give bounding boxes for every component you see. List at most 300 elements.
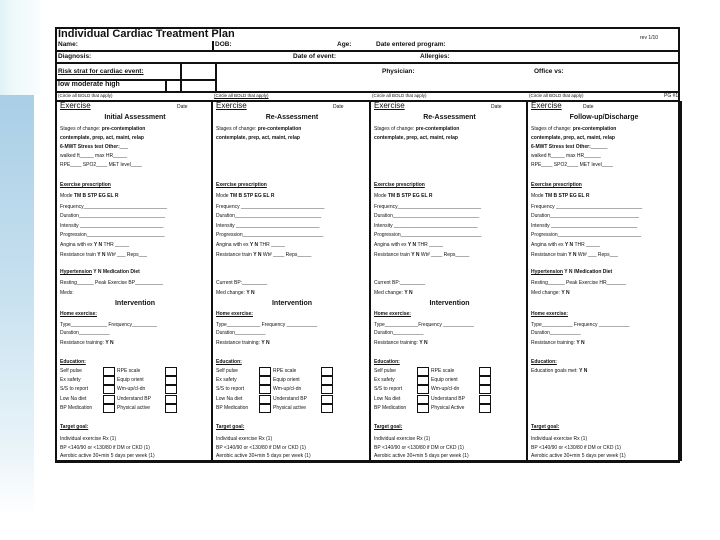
form-text: Hypertension bbox=[531, 269, 563, 275]
form-line[interactable] bbox=[216, 135, 300, 142]
column-4 bbox=[526, 101, 682, 461]
form-line[interactable] bbox=[531, 162, 613, 169]
date-field[interactable]: Date bbox=[583, 104, 594, 110]
exercise-heading: Exercise bbox=[216, 101, 247, 110]
form-text: Resistance training: bbox=[216, 340, 262, 346]
education-item: Self pulse bbox=[374, 368, 396, 374]
education-item: Equip orient bbox=[117, 377, 144, 383]
education-item: Self pulse bbox=[60, 368, 82, 374]
slide-background-accent bbox=[0, 95, 34, 515]
education-checkbox[interactable] bbox=[321, 376, 333, 385]
form-line[interactable] bbox=[216, 330, 266, 337]
form-line[interactable] bbox=[531, 135, 615, 142]
form-line[interactable] bbox=[216, 223, 319, 230]
form-text: contemplate, prep, act, maint, relap bbox=[374, 135, 458, 141]
form-text: Frequency ______________________________ bbox=[216, 204, 325, 210]
office-vs-field[interactable]: Office vs: bbox=[534, 68, 564, 75]
education-checkbox[interactable] bbox=[479, 404, 491, 413]
form-text: Duration________________________________ bbox=[531, 213, 639, 219]
form-text: Home exercise: bbox=[216, 311, 253, 317]
diagnosis-field[interactable]: Diagnosis: bbox=[58, 53, 92, 60]
education-item: Ex safety bbox=[374, 377, 395, 383]
form-line[interactable] bbox=[60, 357, 86, 366]
education-checkbox[interactable] bbox=[479, 367, 491, 376]
form-text: Y N bbox=[579, 368, 588, 374]
form-text: Aerobic active 30+min 5 days per week (1) bbox=[216, 453, 311, 459]
education-checkbox[interactable] bbox=[103, 376, 115, 385]
revision-label: rev 1/10 bbox=[640, 35, 659, 41]
divider bbox=[55, 91, 678, 93]
form-text: Mode bbox=[216, 193, 230, 199]
education-item: Ex safety bbox=[60, 377, 81, 383]
divider bbox=[215, 62, 217, 92]
form-line[interactable] bbox=[216, 453, 311, 460]
form-line[interactable] bbox=[374, 445, 464, 452]
form-text: Y N bbox=[249, 242, 259, 248]
education-checkbox[interactable] bbox=[165, 376, 177, 385]
form-text: walked ft_____ max HR_____ bbox=[60, 153, 127, 159]
form-text: pre-contemplation bbox=[257, 126, 302, 132]
form-text: Progression_____________________________ bbox=[374, 232, 482, 238]
form-line[interactable] bbox=[60, 126, 145, 133]
form-line[interactable] bbox=[216, 445, 306, 452]
form-text: Stages of change: bbox=[531, 126, 573, 132]
form-line[interactable] bbox=[528, 114, 680, 122]
form-line[interactable] bbox=[374, 213, 479, 220]
form-text: Duration___________ bbox=[216, 330, 266, 336]
form-line[interactable] bbox=[531, 424, 559, 431]
form-text: Y N bbox=[407, 242, 417, 248]
form-text: Current BP:_________ bbox=[374, 280, 426, 286]
form-text: Education: bbox=[60, 359, 86, 365]
form-text: Med change: bbox=[374, 290, 405, 296]
form-line[interactable] bbox=[531, 182, 582, 189]
form-text: Y N bbox=[404, 290, 413, 296]
form-text: BP <140/90 or <130/80 if DM or CKD (1) bbox=[216, 445, 306, 451]
column-2 bbox=[211, 101, 371, 461]
form-text: Type____________Frequency ___________ bbox=[374, 322, 474, 328]
divider bbox=[55, 50, 678, 52]
form-line[interactable] bbox=[531, 280, 626, 287]
form-text: Education: bbox=[216, 359, 242, 365]
form-line[interactable] bbox=[60, 232, 165, 239]
education-item: BP Medication bbox=[374, 405, 407, 411]
form-line[interactable] bbox=[216, 290, 255, 297]
form-line[interactable] bbox=[531, 453, 626, 460]
form-line[interactable] bbox=[374, 311, 411, 318]
form-text: Mode bbox=[60, 193, 74, 199]
column-1 bbox=[55, 101, 213, 461]
form-text: Re-Assessment bbox=[423, 114, 476, 121]
form-text: Resting______ Peak Exercise BP__________ bbox=[60, 280, 163, 286]
form-text: RPE____ SPO2____ MET level____ bbox=[60, 162, 142, 168]
form-line[interactable] bbox=[374, 436, 430, 443]
education-checkbox[interactable] bbox=[417, 367, 429, 376]
form-text: Follow-up/Discharge bbox=[569, 114, 639, 121]
form-line[interactable] bbox=[216, 311, 253, 318]
form-line[interactable] bbox=[531, 340, 585, 347]
age-field[interactable]: Age: bbox=[337, 41, 352, 48]
dob-field[interactable]: DOB: bbox=[215, 41, 232, 48]
circle-note-3: (Circle all BOLD that apply) bbox=[372, 93, 427, 98]
form-line[interactable] bbox=[60, 453, 155, 460]
form-text: Angina with ex bbox=[216, 242, 250, 248]
form-line[interactable] bbox=[60, 330, 110, 337]
form-line[interactable] bbox=[216, 436, 272, 443]
education-item: Equip orient bbox=[273, 377, 300, 383]
form-line[interactable] bbox=[531, 204, 642, 211]
form-text: Target goal: bbox=[531, 424, 560, 430]
form-text: Wt# ____ Reps_____ bbox=[261, 252, 312, 258]
form-line[interactable] bbox=[374, 232, 481, 239]
form-line[interactable] bbox=[531, 322, 629, 329]
form-line[interactable] bbox=[531, 223, 637, 230]
education-checkbox[interactable] bbox=[321, 367, 333, 376]
form-text: Y N bbox=[253, 252, 262, 258]
education-item: Self pulse bbox=[216, 368, 238, 374]
form-text: pre-contemplation bbox=[101, 126, 146, 132]
form-text: pre-contemplation bbox=[415, 126, 460, 132]
form-line[interactable] bbox=[374, 204, 481, 211]
education-checkbox[interactable] bbox=[479, 395, 491, 404]
form-line[interactable] bbox=[60, 311, 97, 318]
education-checkbox[interactable] bbox=[259, 367, 271, 376]
education-item: Understand BP bbox=[117, 396, 151, 402]
form-text: 6-MWT Stress test Other: bbox=[531, 144, 591, 150]
education-checkbox[interactable] bbox=[165, 395, 177, 404]
form-line[interactable] bbox=[371, 300, 528, 308]
form-line[interactable] bbox=[216, 252, 311, 259]
form-line[interactable] bbox=[216, 126, 301, 133]
form-line[interactable] bbox=[531, 144, 607, 151]
form-title: Individual Cardiac Treatment Plan bbox=[58, 28, 235, 40]
education-item: Wm-up/cl-dn bbox=[273, 386, 302, 392]
form-text: Meds: bbox=[60, 290, 74, 296]
form-line[interactable] bbox=[60, 322, 157, 329]
education-item: BP Medication bbox=[216, 405, 249, 411]
date-field[interactable]: Date bbox=[491, 104, 502, 110]
education-item: RPE scale bbox=[117, 368, 141, 374]
form-line[interactable] bbox=[531, 213, 639, 220]
form-line[interactable] bbox=[60, 242, 129, 249]
education-item: RPE scale bbox=[431, 368, 455, 374]
form-line[interactable] bbox=[374, 424, 402, 431]
form-line[interactable] bbox=[60, 193, 118, 200]
education-checkbox[interactable] bbox=[417, 385, 429, 394]
form-line[interactable] bbox=[374, 357, 400, 366]
form-text: Y N bbox=[261, 340, 270, 346]
form-text: Duration_______________________________ bbox=[216, 213, 322, 219]
form-text: Intensity ______________________________ bbox=[216, 223, 320, 229]
form-text: Home exercise: bbox=[531, 311, 568, 317]
date-of-event-field[interactable]: Date of event: bbox=[293, 53, 336, 60]
form-text: Target goal: bbox=[60, 424, 89, 430]
form-text: Target goal: bbox=[374, 424, 403, 430]
form-text: Angina with ex bbox=[531, 242, 565, 248]
form-line[interactable] bbox=[60, 144, 128, 151]
date-field[interactable]: Date bbox=[333, 104, 344, 110]
form-line[interactable] bbox=[60, 162, 142, 169]
form-line[interactable] bbox=[374, 223, 477, 230]
education-item: Understand BP bbox=[431, 396, 465, 402]
form-text: Duration___________ bbox=[374, 330, 424, 336]
form-line[interactable] bbox=[216, 232, 323, 239]
form-text: Exercise prescription bbox=[216, 182, 267, 188]
form-text: Education: bbox=[374, 359, 400, 365]
circle-note-1: (Circle all BOLD that apply) bbox=[58, 93, 113, 98]
form-line[interactable] bbox=[60, 213, 165, 220]
form-text: Med change: bbox=[216, 290, 247, 296]
form-line[interactable] bbox=[60, 135, 144, 142]
form-text: Initial Assessment bbox=[104, 114, 166, 121]
form-text: Intensity ______________________________ bbox=[374, 223, 478, 229]
education-checkbox[interactable] bbox=[165, 385, 177, 394]
education-item: Low Na diet bbox=[60, 396, 87, 402]
education-checkbox[interactable] bbox=[259, 376, 271, 385]
form-text: RPE____ SPO2____ MET level____ bbox=[531, 162, 613, 168]
education-checkbox[interactable] bbox=[103, 404, 115, 413]
form-text: Individual exercise Rx (1) bbox=[374, 436, 431, 442]
form-line[interactable] bbox=[374, 242, 443, 249]
form-text: BP <140/90 or <130/80 if DM or CKD (1) bbox=[374, 445, 464, 451]
form-line[interactable] bbox=[60, 269, 140, 276]
education-item: Physical active bbox=[273, 405, 307, 411]
risk-strat-label: Risk strat for cardiac event: bbox=[58, 68, 144, 75]
form-text: Frequency _______________________________ bbox=[531, 204, 643, 210]
form-line[interactable] bbox=[531, 290, 570, 297]
form-line[interactable] bbox=[216, 204, 324, 211]
form-text: Y N bbox=[97, 252, 106, 258]
form-text: Angina with ex bbox=[60, 242, 94, 248]
form-text: Duration_______________________________ bbox=[60, 213, 166, 219]
form-text: TM B STP EG EL R bbox=[387, 193, 433, 199]
form-line[interactable] bbox=[531, 252, 618, 259]
form-line[interactable] bbox=[531, 242, 600, 249]
form-text: Individual exercise Rx (1) bbox=[531, 436, 588, 442]
form-text: Resistance training: bbox=[374, 340, 420, 346]
form-text: BP <140/90 or <130/80 if DM or CKD (1) bbox=[60, 445, 150, 451]
form-text: Angina with ex bbox=[374, 242, 408, 248]
form-line[interactable] bbox=[60, 445, 150, 452]
form-text: Exercise prescription bbox=[60, 182, 111, 188]
form-line[interactable] bbox=[60, 223, 163, 230]
form-line[interactable] bbox=[60, 252, 147, 259]
form-text: Y N bbox=[564, 242, 574, 248]
education-checkbox[interactable] bbox=[321, 395, 333, 404]
form-text: Resting______ Peak Exercise HR_______ bbox=[531, 280, 627, 286]
form-text: Resistance train bbox=[216, 252, 254, 258]
form-line[interactable] bbox=[531, 445, 621, 452]
form-text: Y N bbox=[411, 252, 420, 258]
physician-field[interactable]: Physician: bbox=[382, 68, 415, 75]
risk-level-options[interactable]: low moderate high bbox=[58, 81, 120, 88]
form-text: contemplate, prep, act, maint, relap bbox=[60, 135, 144, 141]
form-text: ___ bbox=[119, 144, 129, 150]
form-text: Y N bbox=[419, 340, 428, 346]
form-line[interactable] bbox=[60, 436, 116, 443]
form-line[interactable] bbox=[60, 204, 167, 211]
form-line[interactable] bbox=[216, 340, 270, 347]
form-line[interactable] bbox=[60, 290, 74, 297]
form-text: THR _____ bbox=[258, 242, 286, 248]
education-item: Wm-up/cl-dn bbox=[431, 386, 460, 392]
form-text: THR _____ bbox=[416, 242, 444, 248]
education-checkbox[interactable] bbox=[259, 385, 271, 394]
form-line[interactable] bbox=[531, 368, 587, 375]
education-item: Low Na diet bbox=[374, 396, 401, 402]
form-text: Intensity _______________________________ bbox=[531, 223, 638, 229]
form-text: Resistance train bbox=[60, 252, 98, 258]
form-line[interactable] bbox=[216, 322, 317, 329]
education-checkbox[interactable] bbox=[103, 385, 115, 394]
form-text: Stages of change: bbox=[374, 126, 416, 132]
form-text: TM B STP EG EL R bbox=[544, 193, 590, 199]
form-text: Duration_______________________________ bbox=[374, 213, 480, 219]
form-text: Type_____________ Frequency_________ bbox=[60, 322, 158, 328]
form-line[interactable] bbox=[374, 252, 469, 259]
form-text: Duration___________ bbox=[60, 330, 110, 336]
form-line[interactable] bbox=[531, 126, 616, 133]
form-line[interactable] bbox=[57, 114, 213, 122]
education-checkbox[interactable] bbox=[165, 367, 177, 376]
form-text: Y N bbox=[561, 290, 570, 296]
education-checkbox[interactable] bbox=[479, 385, 491, 394]
form-line[interactable] bbox=[60, 340, 114, 347]
education-checkbox[interactable] bbox=[479, 376, 491, 385]
form-line[interactable] bbox=[531, 330, 581, 337]
form-line[interactable] bbox=[216, 213, 321, 220]
form-line[interactable] bbox=[60, 424, 88, 431]
form-line[interactable] bbox=[531, 193, 589, 200]
form-text: contemplate, prep, act, maint, relap bbox=[216, 135, 300, 141]
form-text: Intervention bbox=[429, 300, 470, 307]
form-line[interactable] bbox=[531, 357, 557, 366]
form-line[interactable] bbox=[374, 280, 425, 287]
form-line[interactable] bbox=[216, 193, 274, 200]
education-checkbox[interactable] bbox=[165, 404, 177, 413]
form-text: Exercise prescription bbox=[374, 182, 425, 188]
form-line[interactable] bbox=[216, 280, 267, 287]
form-text: BP <140/90 or <130/80 if DM or CKD (1) bbox=[531, 445, 621, 451]
form-line[interactable] bbox=[216, 182, 267, 189]
education-checkbox[interactable] bbox=[103, 395, 115, 404]
form-text: Resistance train bbox=[531, 252, 569, 258]
education-checkbox[interactable] bbox=[103, 367, 115, 376]
education-item: Ex safety bbox=[216, 377, 237, 383]
form-text: Aerobic active 30+min 5 days per week (1) bbox=[60, 453, 155, 459]
education-checkbox[interactable] bbox=[417, 404, 429, 413]
form-line[interactable] bbox=[531, 232, 641, 239]
form-line[interactable] bbox=[531, 153, 601, 160]
form-text: Type___________ Frequency ___________ bbox=[531, 322, 630, 328]
form-text: Resistance train bbox=[374, 252, 412, 258]
form-text: Education goals met: bbox=[531, 368, 580, 374]
form-text: Hypertension bbox=[60, 269, 92, 275]
form-text: 6-MWT Stress test Other: bbox=[60, 144, 120, 150]
form-line[interactable] bbox=[374, 135, 458, 142]
education-item: Low Na diet bbox=[216, 396, 243, 402]
education-checkbox[interactable] bbox=[321, 385, 333, 394]
form-text: Progression____________________________ bbox=[60, 232, 165, 238]
exercise-heading: Exercise bbox=[60, 101, 91, 110]
form-line[interactable] bbox=[374, 322, 474, 329]
form-line[interactable] bbox=[374, 126, 459, 133]
form-text: Individual exercise Rx (1) bbox=[216, 436, 273, 442]
form-text: Home exercise: bbox=[60, 311, 97, 317]
form-line[interactable] bbox=[374, 182, 425, 189]
form-line[interactable] bbox=[216, 357, 242, 366]
form-text: Aerobic active 30+min 5 days per week (1) bbox=[531, 453, 626, 459]
form-line[interactable] bbox=[60, 182, 111, 189]
form-text: Education: bbox=[531, 359, 557, 365]
form-line[interactable] bbox=[374, 330, 424, 337]
form-line[interactable] bbox=[371, 114, 528, 122]
form-text: Intervention bbox=[271, 300, 313, 307]
form-text: Y N bbox=[246, 290, 255, 296]
education-checkbox[interactable] bbox=[321, 404, 333, 413]
form-line[interactable] bbox=[60, 280, 163, 287]
exercise-heading: Exercise bbox=[374, 101, 405, 110]
education-item: BP Medication bbox=[60, 405, 93, 411]
name-field[interactable]: Name: bbox=[58, 41, 78, 48]
form-text: Resistance training: bbox=[60, 340, 106, 346]
form-line[interactable] bbox=[374, 453, 469, 460]
circle-note-2: (Circle all BOLD that apply) bbox=[214, 93, 269, 98]
form-line[interactable] bbox=[213, 114, 371, 122]
form-text: walked ft_____ max HR______ bbox=[531, 153, 601, 159]
form-line[interactable] bbox=[216, 242, 285, 249]
form-line[interactable] bbox=[216, 424, 244, 431]
form-text: THR _____ bbox=[102, 242, 130, 248]
form-line[interactable] bbox=[374, 193, 432, 200]
education-item: S/S to report bbox=[60, 386, 89, 392]
form-line[interactable] bbox=[374, 290, 413, 297]
form-text: Progression_____________________________ bbox=[216, 232, 324, 238]
form-text: Type____________ Frequency ___________ bbox=[216, 322, 318, 328]
form-line[interactable] bbox=[57, 300, 213, 308]
form-line[interactable] bbox=[531, 311, 568, 318]
date-field[interactable]: Date bbox=[177, 104, 188, 110]
education-item: S/S to report bbox=[374, 386, 403, 392]
form-text: Wt# ___ Reps___ bbox=[105, 252, 147, 258]
form-text: Individual exercise Rx (1) bbox=[60, 436, 117, 442]
form-text: Exercise prescription bbox=[531, 182, 582, 188]
date-entered-field[interactable]: Date entered program: bbox=[376, 41, 446, 48]
education-checkbox[interactable] bbox=[417, 376, 429, 385]
form-text: Duration___________ bbox=[531, 330, 581, 336]
education-checkbox[interactable] bbox=[259, 395, 271, 404]
form-text: ______ bbox=[590, 144, 608, 150]
education-item: Equip orient bbox=[431, 377, 458, 383]
education-item: Physical Active bbox=[431, 405, 465, 411]
form-line[interactable] bbox=[213, 300, 371, 308]
form-line[interactable] bbox=[531, 436, 587, 443]
form-line[interactable] bbox=[531, 269, 612, 276]
education-item: Physical active bbox=[117, 405, 151, 411]
form-text: Y N Medication Diet bbox=[91, 269, 140, 275]
allergies-field[interactable]: Allergies: bbox=[420, 53, 450, 60]
circle-note-4: (Circle all BOLD that apply) bbox=[529, 93, 584, 98]
form-text: Y N bbox=[568, 252, 577, 258]
education-checkbox[interactable] bbox=[417, 395, 429, 404]
form-text: TM B STP EG EL R bbox=[229, 193, 275, 199]
form-text: Progression______________________________ bbox=[531, 232, 642, 238]
page-number: PG #1 bbox=[664, 93, 679, 99]
education-checkbox[interactable] bbox=[259, 404, 271, 413]
form-line[interactable] bbox=[60, 153, 127, 160]
form-line[interactable] bbox=[374, 340, 428, 347]
education-item: S/S to report bbox=[216, 386, 245, 392]
